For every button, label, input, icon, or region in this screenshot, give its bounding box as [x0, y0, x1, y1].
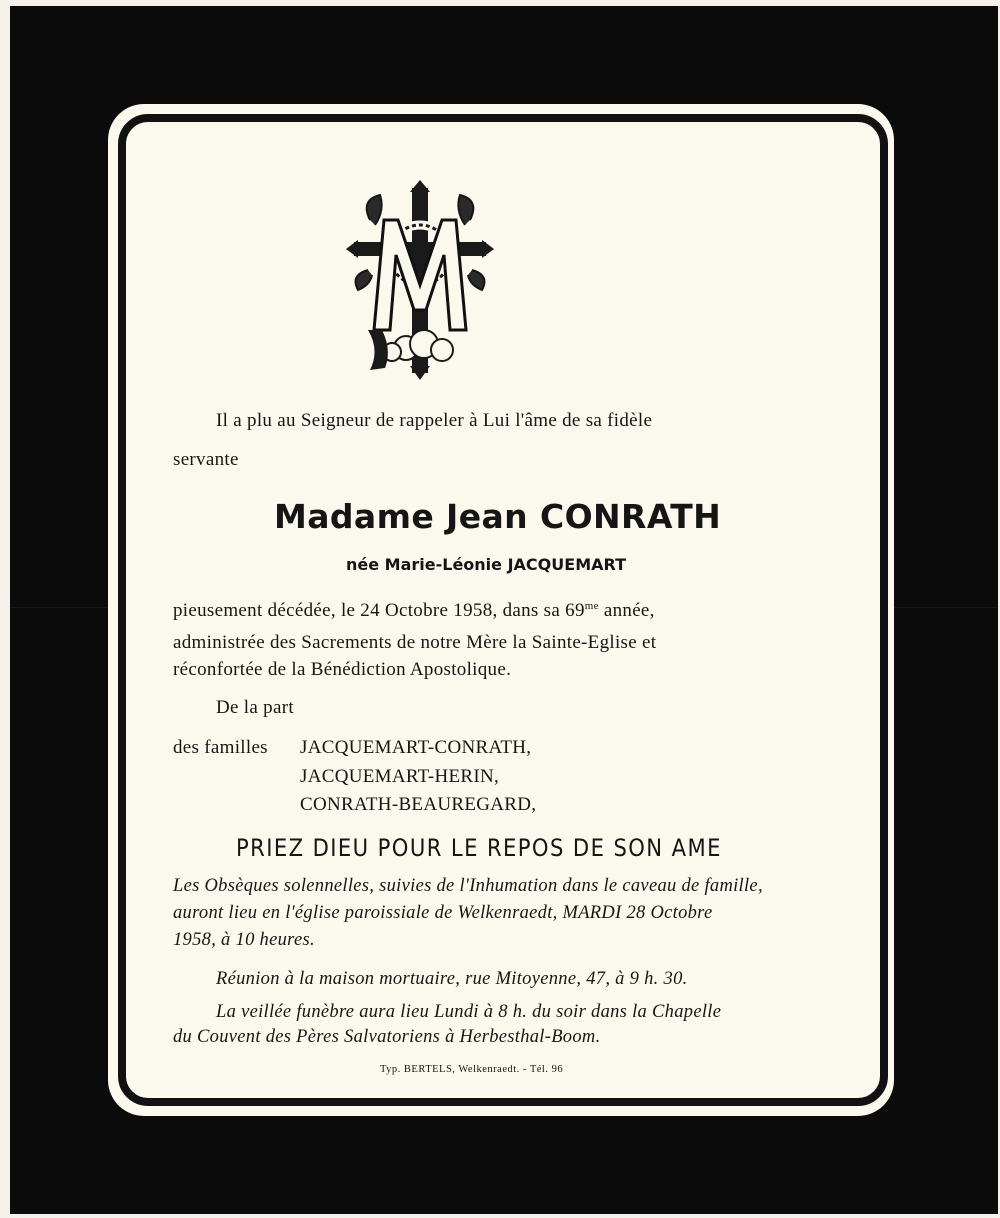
family-3: CONRATH-BEAUREGARD, [300, 794, 537, 815]
death-line-1-post: année, [598, 600, 655, 621]
funeral-line-3: 1958, à 10 heures. [173, 930, 315, 950]
printer-credit: Typ. BERTELS, Welkenraedt. - Tél. 96 [380, 1064, 564, 1075]
death-line-1 [173, 600, 655, 622]
family-2: JACQUEMART-HERIN, [300, 766, 500, 787]
death-line-2: administrée des Sacrements de notre Mère la Sainte-Eglise et [173, 632, 657, 653]
intro-line-1: Il a plu au Seigneur de rappeler à Lui l'âme de sa fidèle [216, 410, 653, 431]
from-label: De la part [216, 697, 294, 718]
prayer-heading: PRIEZ DIEU POUR LE REPOS DE SON AME [236, 834, 722, 862]
death-line-1-pre: pieusement décédée, le 24 Octobre 1958, dans sa 69 [173, 600, 585, 621]
meeting-line: Réunion à la maison mortuaire, rue Mitoyenne, 47, à 9 h. 30. [216, 969, 688, 989]
funeral-line-1: Les Obsèques solennelles, suivies de l'Inhumation dans le caveau de famille, [173, 876, 763, 896]
death-line-3: réconfortée de la Bénédiction Apostolique. [173, 659, 512, 680]
families-label: des familles [173, 737, 268, 758]
vigil-line-1: La veillée funèbre aura lieu Lundi à 8 h. du soir dans la Chapelle [216, 1002, 722, 1022]
marian-monogram-emblem-icon [340, 180, 500, 380]
intro-line-2: servante [173, 449, 239, 470]
deceased-name: Madame Jean CONRATH [274, 497, 722, 536]
maiden-name: née Marie-Léonie JACQUEMART [346, 555, 627, 574]
vigil-line-2: du Couvent des Pères Salvatoriens à Herbesthal-Boom. [173, 1027, 601, 1047]
funeral-line-2: auront lieu en l'église paroissiale de Welkenraedt, MARDI 28 Octobre [173, 903, 713, 923]
ordinal-suffix: me [584, 600, 599, 612]
family-1: JACQUEMART-CONRATH, [300, 737, 532, 758]
